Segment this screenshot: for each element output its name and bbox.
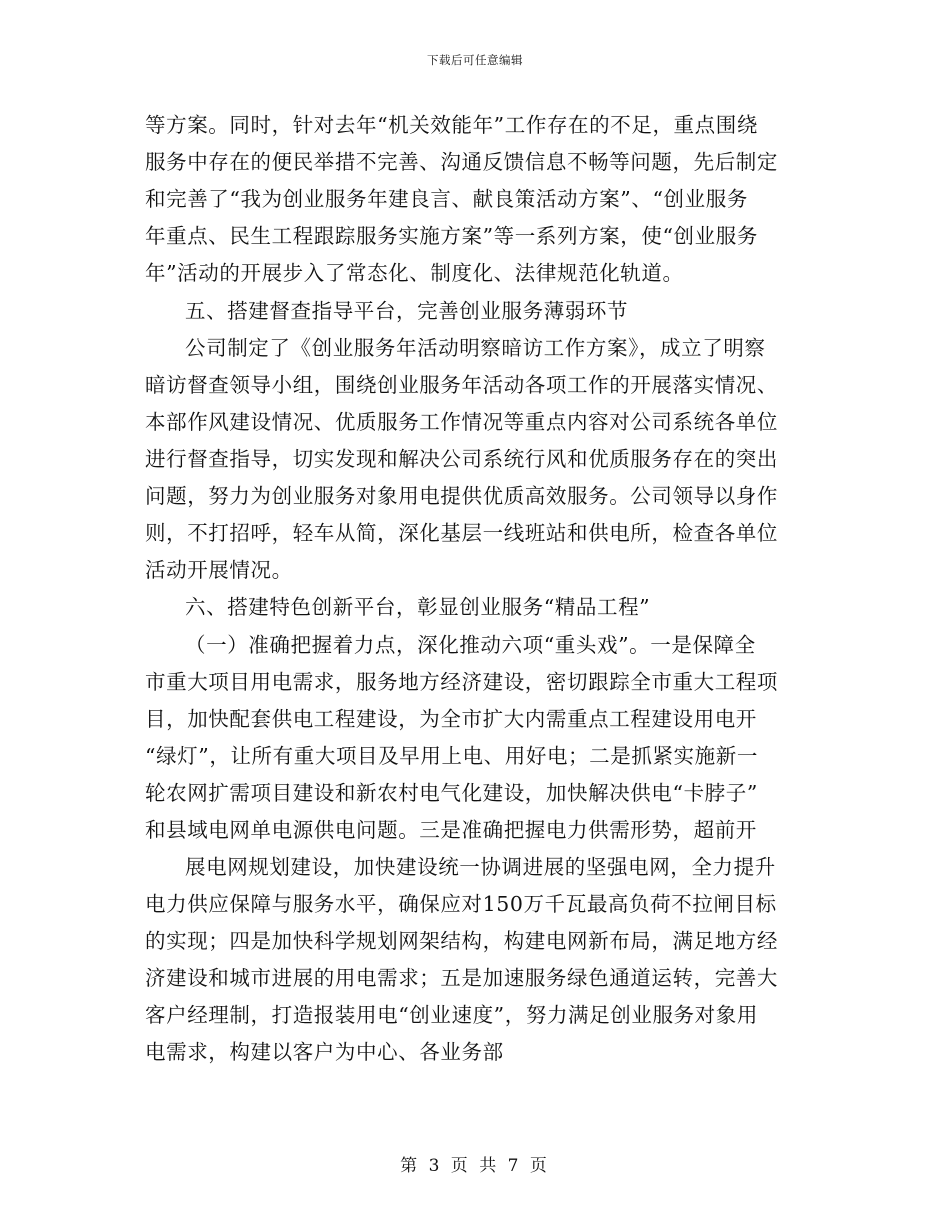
- text-line: 服务中存在的便民举措不完善、沟通反馈信息不畅等问题，先后制定: [145, 150, 778, 174]
- text-line: 年”活动的开展步入了常态化、制度化、法律规范化轨道。: [145, 261, 684, 285]
- text-line: 本部作风建设情况、优质服务工作情况等重点内容对公司系统各单位: [145, 410, 778, 434]
- text-line: （一）准确把握着力点，深化推动六项“重头戏”。一是保障全: [185, 633, 756, 657]
- text-line: 则，不打招呼，轻车从简，深化基层一线班站和供电所，检查各单位: [145, 521, 778, 545]
- text-line: 电力供应保障与服务水平，确保应对150万千瓦最高负荷不拉闸目标: [145, 892, 777, 916]
- text-line: 等方案。同时，针对去年“机关效能年”工作存在的不足，重点围绕: [145, 113, 758, 137]
- page-header: 下载后可任意编辑: [427, 53, 523, 67]
- text-line: 客户经理制，打造报装用电“创业速度”，努力满足创业服务对象用: [145, 1003, 758, 1027]
- section-heading: 六、搭建特色创新平台，彰显创业服务“精品工程”: [185, 595, 651, 619]
- section-heading: 五、搭建督查指导平台，完善创业服务薄弱环节: [185, 299, 629, 323]
- text-line: 问题，努力为创业服务对象用电提供优质高效服务。公司领导以身作: [145, 484, 778, 508]
- text-line: 活动开展情况。: [145, 558, 293, 582]
- text-line: 和完善了“我为创业服务年建良言、献良策活动方案”、“创业服务: [145, 187, 748, 211]
- text-line: 市重大项目用电需求，服务地方经济建设，密切跟踪全市重大工程项: [145, 670, 778, 694]
- page-footer: 第 3 页 共 7 页: [400, 1156, 550, 1176]
- text-line: 进行督查指导，切实发现和解决公司系统行风和优质服务存在的突出: [145, 447, 778, 471]
- text-line: 济建设和城市进展的用电需求；五是加速服务绿色通道运转，完善大: [145, 966, 778, 990]
- text-line: 公司制定了《创业服务年活动明察暗访工作方案》，成立了明察: [185, 336, 766, 360]
- text-line: 的实现；四是加快科学规划网架结构，构建电网新布局，满足地方经: [145, 929, 778, 953]
- text-line: 暗访督查领导小组，围绕创业服务年活动各项工作的开展落实情况、: [145, 373, 778, 397]
- text-line: 目，加快配套供电工程建设，为全市扩大内需重点工程建设用电开: [145, 707, 757, 731]
- text-line: 展电网规划建设，加快建设统一协调进展的坚强电网，全力提升: [185, 855, 776, 879]
- text-line: 轮农网扩需项目建设和新农村电气化建设，加快解决供电“卡脖子”: [145, 781, 758, 805]
- text-line: 年重点、民生工程跟踪服务实施方案”等一系列方案，使“创业服务: [145, 224, 758, 248]
- text-line: 和县域电网单电源供电问题。三是准确把握电力供需形势，超前开: [145, 818, 757, 842]
- text-line: 电需求，构建以客户为中心、各业务部: [145, 1040, 504, 1064]
- text-line: “绿灯”，让所有重大项目及早用上电、用好电；二是抓紧实施新一: [145, 744, 758, 768]
